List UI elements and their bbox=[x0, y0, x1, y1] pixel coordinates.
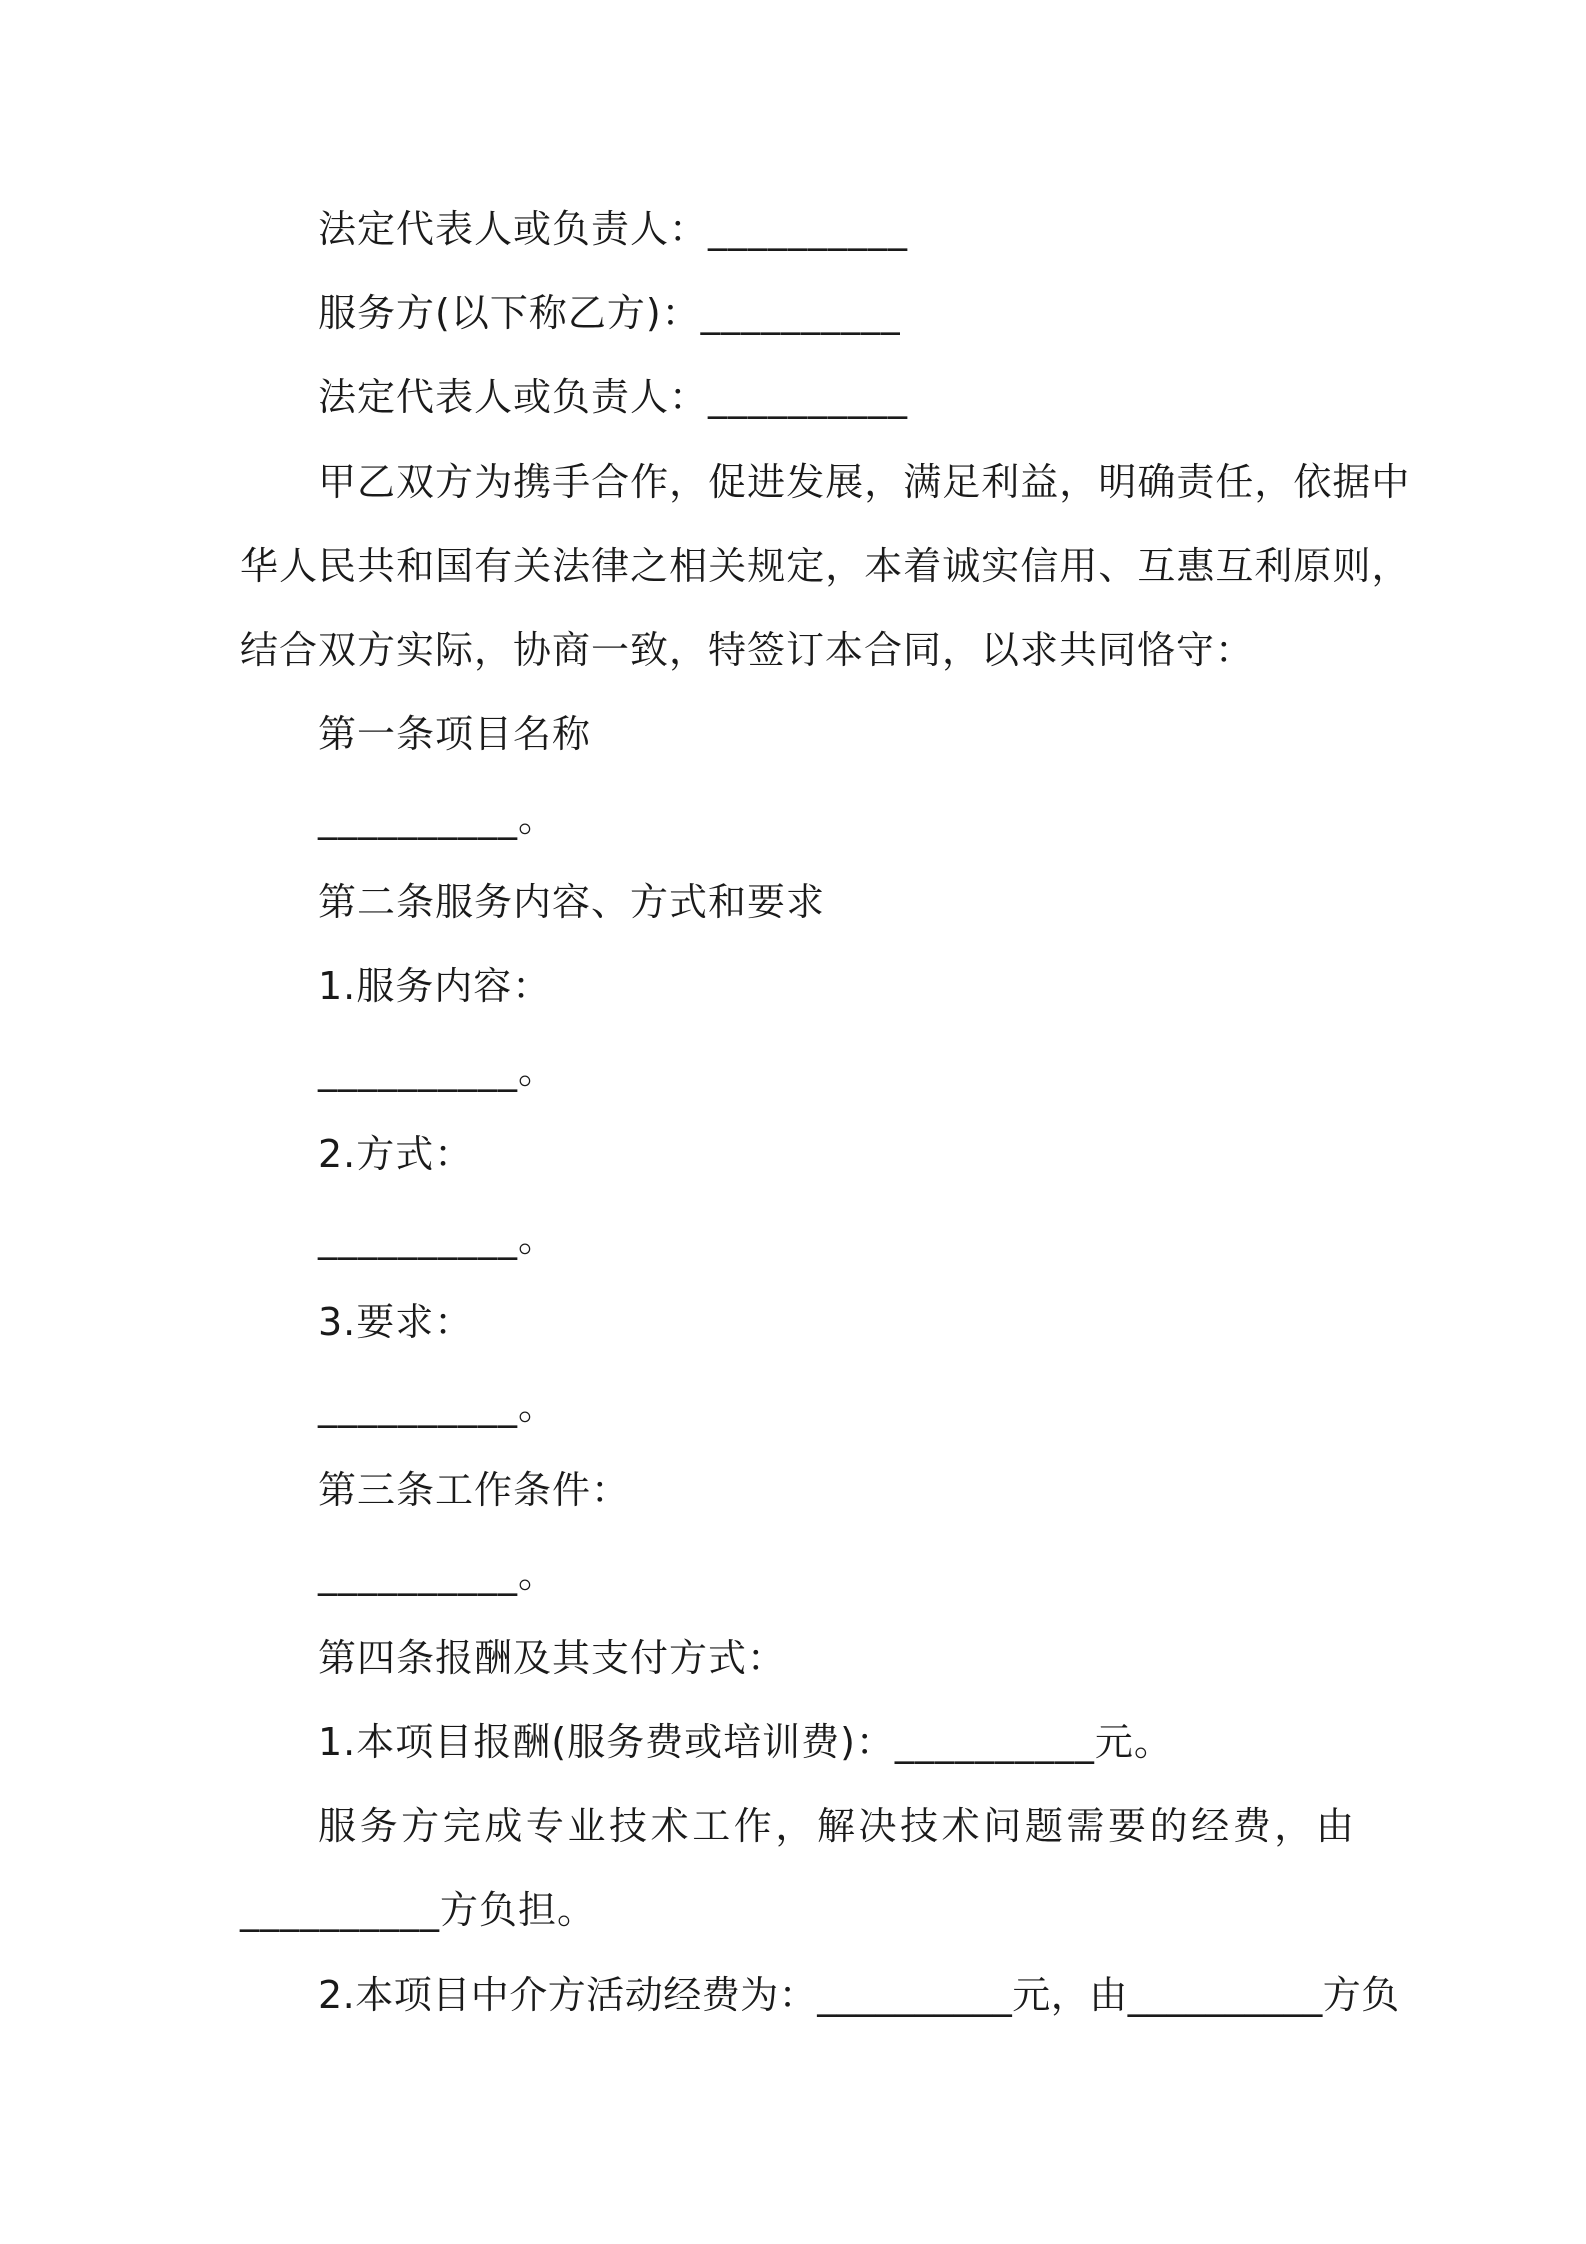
char: 工 bbox=[692, 1804, 732, 1848]
char: 人 bbox=[279, 544, 319, 588]
char: ， bbox=[775, 1804, 815, 1848]
char: 展 bbox=[825, 460, 865, 504]
char: 利 bbox=[981, 460, 1021, 504]
char: 益 bbox=[1020, 460, 1060, 504]
char: 务 bbox=[359, 1804, 399, 1848]
char: 中 bbox=[1371, 460, 1411, 504]
char: 作 bbox=[630, 460, 670, 504]
article-3-blank: __________。 bbox=[318, 1552, 558, 1596]
char: 有 bbox=[474, 544, 514, 588]
char: 规 bbox=[747, 544, 787, 588]
char: 作 bbox=[733, 1804, 773, 1848]
char: 实 bbox=[981, 544, 1021, 588]
char: 关 bbox=[708, 544, 748, 588]
char: 着 bbox=[903, 544, 943, 588]
service-content-blank: __________。 bbox=[318, 1048, 558, 1092]
char: 国 bbox=[435, 544, 475, 588]
char: 技 bbox=[900, 1804, 940, 1848]
project-fee-line: 1.本项目报酬(服务费或培训费)：__________元。 bbox=[318, 1720, 1173, 1764]
article-1-blank: __________。 bbox=[318, 796, 558, 840]
char: 据 bbox=[1332, 460, 1372, 504]
char: 、 bbox=[1098, 544, 1138, 588]
char: 的 bbox=[1149, 1804, 1189, 1848]
char: 甲 bbox=[318, 460, 358, 504]
char: 经 bbox=[1191, 1804, 1231, 1848]
method-label: 2.方式： bbox=[318, 1132, 474, 1176]
preamble-line-2 bbox=[240, 540, 1411, 592]
char: 诚 bbox=[942, 544, 982, 588]
char: 决 bbox=[858, 1804, 898, 1848]
expense-line-2: __________方负担。 bbox=[240, 1888, 597, 1932]
char: 乙 bbox=[357, 460, 397, 504]
char: 任 bbox=[1215, 460, 1255, 504]
char: 技 bbox=[609, 1804, 649, 1848]
char: 问 bbox=[983, 1804, 1023, 1848]
char: 相 bbox=[669, 544, 709, 588]
char: 费 bbox=[1232, 1804, 1272, 1848]
char: 信 bbox=[1020, 544, 1060, 588]
char: 要 bbox=[1107, 1804, 1147, 1848]
char: ， bbox=[1254, 460, 1294, 504]
char: 促 bbox=[708, 460, 748, 504]
char: 用 bbox=[1059, 544, 1099, 588]
requirements-label: 3.要求： bbox=[318, 1300, 474, 1344]
char: 完 bbox=[442, 1804, 482, 1848]
char: 互 bbox=[1137, 544, 1177, 588]
char: 术 bbox=[650, 1804, 690, 1848]
intermediary-fee-line: 2.本项目中介方活动经费为：__________元，由__________方负 bbox=[318, 1973, 1400, 2017]
char: ， bbox=[1371, 544, 1411, 588]
char: 定 bbox=[786, 544, 826, 588]
char: 由 bbox=[1315, 1804, 1355, 1848]
char: 确 bbox=[1137, 460, 1177, 504]
char: 明 bbox=[1098, 460, 1138, 504]
char: ， bbox=[864, 460, 904, 504]
char: 依 bbox=[1293, 460, 1333, 504]
char: 解 bbox=[816, 1804, 856, 1848]
char: 方 bbox=[401, 1804, 441, 1848]
legal-rep-a: 法定代表人或负责人：__________ bbox=[318, 207, 909, 251]
char: ， bbox=[669, 460, 709, 504]
article-1-heading: 第一条项目名称 bbox=[318, 712, 592, 756]
char: 手 bbox=[552, 460, 592, 504]
char: 利 bbox=[1254, 544, 1294, 588]
char: 惠 bbox=[1176, 544, 1216, 588]
service-content-label: 1.服务内容： bbox=[318, 964, 552, 1008]
char: 进 bbox=[747, 460, 787, 504]
char: 发 bbox=[786, 460, 826, 504]
char: ， bbox=[825, 544, 865, 588]
char: 则 bbox=[1332, 544, 1372, 588]
char: ， bbox=[1274, 1804, 1314, 1848]
char: 民 bbox=[318, 544, 358, 588]
char: 互 bbox=[1215, 544, 1255, 588]
char: 和 bbox=[396, 544, 436, 588]
article-4-heading: 第四条报酬及其支付方式： bbox=[318, 1636, 787, 1680]
char: 为 bbox=[474, 460, 514, 504]
char: 共 bbox=[357, 544, 397, 588]
char: 专 bbox=[525, 1804, 565, 1848]
char: 律 bbox=[591, 544, 631, 588]
method-blank: __________。 bbox=[318, 1216, 558, 1260]
expense-line-1 bbox=[318, 1800, 1355, 1852]
char: ， bbox=[1059, 460, 1099, 504]
char: 足 bbox=[942, 460, 982, 504]
char: 原 bbox=[1293, 544, 1333, 588]
char: 之 bbox=[630, 544, 670, 588]
char: 服 bbox=[318, 1804, 358, 1848]
preamble-line-3: 结合双方实际，协商一致，特签订本合同，以求共同恪守： bbox=[240, 628, 1255, 672]
requirements-blank: __________。 bbox=[318, 1384, 558, 1428]
char: 法 bbox=[552, 544, 592, 588]
char: 双 bbox=[396, 460, 436, 504]
char: 携 bbox=[513, 460, 553, 504]
char: 方 bbox=[435, 460, 475, 504]
char: 满 bbox=[903, 460, 943, 504]
char: 合 bbox=[591, 460, 631, 504]
char: 术 bbox=[941, 1804, 981, 1848]
service-party-b: 服务方(以下称乙方)：__________ bbox=[318, 291, 901, 335]
char: 本 bbox=[864, 544, 904, 588]
article-3-heading: 第三条工作条件： bbox=[318, 1468, 631, 1512]
preamble-line-1 bbox=[318, 456, 1411, 508]
char: 关 bbox=[513, 544, 553, 588]
char: 需 bbox=[1066, 1804, 1106, 1848]
char: 成 bbox=[484, 1804, 524, 1848]
char: 责 bbox=[1176, 460, 1216, 504]
char: 题 bbox=[1024, 1804, 1064, 1848]
char: 华 bbox=[240, 544, 280, 588]
char: 业 bbox=[567, 1804, 607, 1848]
article-2-heading: 第二条服务内容、方式和要求 bbox=[318, 880, 826, 924]
legal-rep-b: 法定代表人或负责人：__________ bbox=[318, 375, 909, 419]
